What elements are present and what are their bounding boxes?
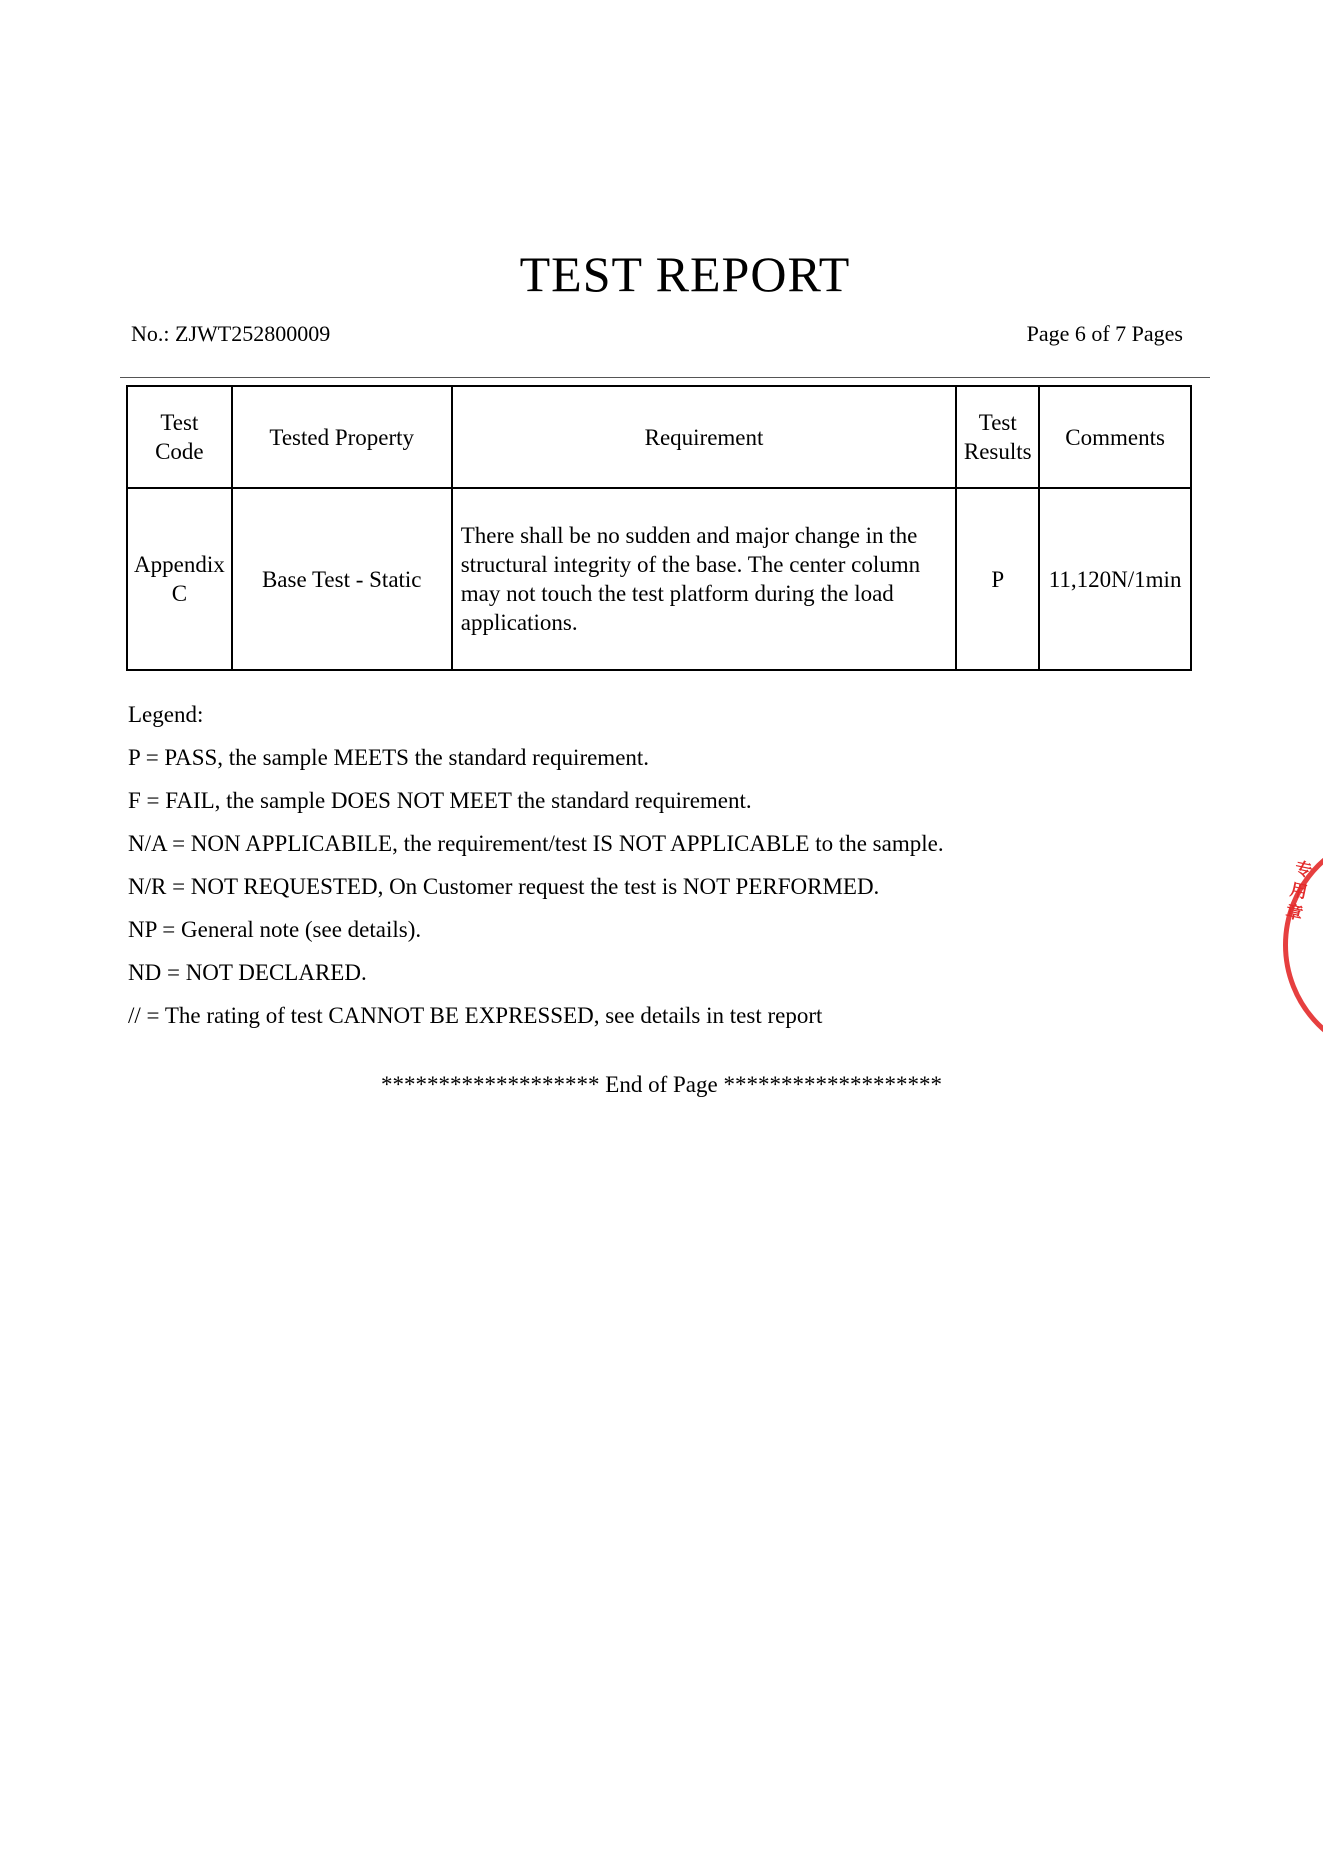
legend-title: Legend: bbox=[128, 702, 204, 727]
legend-item-not-expressed: // = The rating of test CANNOT BE EXPRESSED, see details in test report bbox=[128, 1003, 823, 1028]
header-comments: Comments bbox=[1039, 386, 1191, 488]
legend bbox=[128, 700, 944, 1044]
legend-item-na: N/A = NON APPLICABILE, the requirement/test IS NOT APPLICABLE to the sample. bbox=[128, 831, 944, 856]
cell-requirement: There shall be no sudden and major change in the structural integrity of the base. The center column may not touch the test platform during the load applications. bbox=[452, 488, 957, 670]
cell-comments: 11,120N/1min bbox=[1039, 488, 1191, 670]
official-seal-text: 专用章 bbox=[1283, 858, 1314, 925]
results-table bbox=[126, 385, 1192, 671]
header-tested-property: Tested Property bbox=[232, 386, 452, 488]
cell-tested-property: Base Test - Static bbox=[232, 488, 452, 670]
page-number: Page 6 of 7 Pages bbox=[1026, 321, 1183, 346]
report-title: TEST REPORT bbox=[519, 246, 851, 302]
cell-test-result: P bbox=[956, 488, 1039, 670]
table-header-row bbox=[127, 386, 1191, 488]
header-divider bbox=[120, 377, 1210, 378]
report-number: No.: ZJWT252800009 bbox=[131, 321, 331, 346]
legend-list bbox=[128, 743, 944, 1031]
legend-item-np: NP = General note (see details). bbox=[128, 917, 422, 942]
header-requirement: Requirement bbox=[452, 386, 957, 488]
legend-item-nr: N/R = NOT REQUESTED, On Customer request the test is NOT PERFORMED. bbox=[128, 874, 880, 899]
end-of-page: ******************* End of Page ******************* bbox=[381, 1072, 942, 1097]
header-test-results: Test Results bbox=[956, 386, 1039, 488]
header-test-code: Test Code bbox=[127, 386, 232, 488]
legend-item-nd: ND = NOT DECLARED. bbox=[128, 960, 367, 985]
table-row bbox=[127, 488, 1191, 670]
legend-item-fail: F = FAIL, the sample DOES NOT MEET the standard requirement. bbox=[128, 788, 752, 813]
cell-test-code: Appendix C bbox=[127, 488, 232, 670]
legend-item-pass: P = PASS, the sample MEETS the standard requirement. bbox=[128, 745, 650, 770]
